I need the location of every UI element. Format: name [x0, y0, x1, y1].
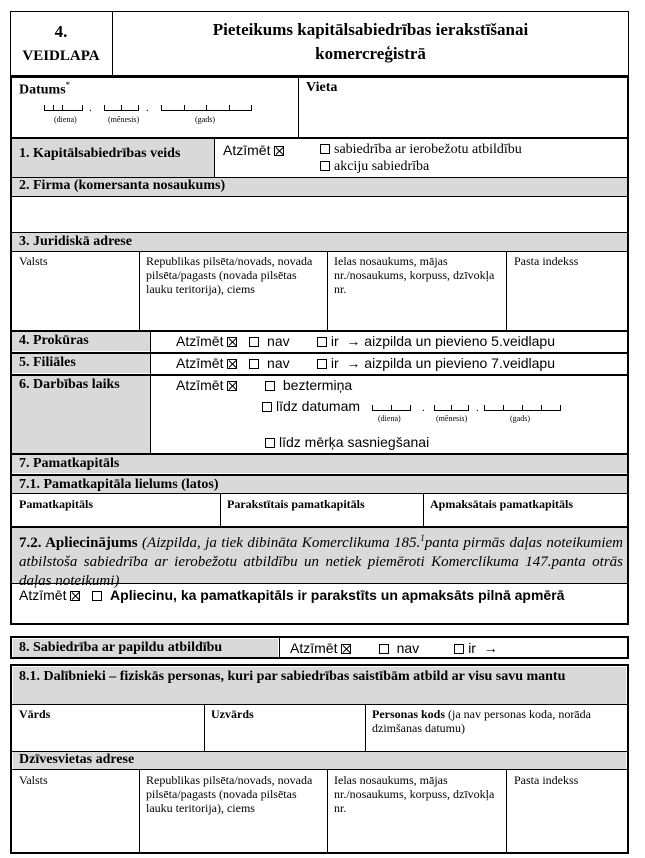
capital-size-label: 7.1. Pamatkapitāla lielums (latos) — [19, 477, 219, 492]
checkbox-ir[interactable] — [454, 644, 464, 654]
checkbox-nav[interactable] — [379, 644, 389, 654]
checked-icon — [70, 591, 80, 601]
duration-until-date[interactable]: līdz datumam — [262, 398, 360, 414]
checkbox-icon[interactable] — [320, 144, 330, 154]
firm-name-label: 2. Firma (komersanta nosaukums) — [19, 178, 226, 193]
capital-col-total: Pamatkapitāls — [19, 497, 94, 511]
member-name-label: Vārds — [19, 707, 51, 721]
legal-address-label: 3. Juridiskā adrese — [19, 234, 132, 249]
company-type-label: 1. Kapitālsabiedrības veids — [19, 146, 181, 161]
residence-country-label: Valsts — [19, 773, 48, 787]
attestation-confirm[interactable]: Atzīmēt Apliecinu, ka pamatkapitāls ir parakstīts un apmaksāts pilnā apmērā — [19, 587, 565, 603]
date-month-caption: (mēnesis) — [108, 115, 140, 124]
residence-label: Dzīvesvietas adrese — [19, 752, 135, 767]
duration-day-caption: (diena) — [378, 414, 401, 423]
checkbox-ir[interactable] — [317, 359, 327, 369]
residence-postal-label: Pasta indekss — [514, 773, 579, 787]
checked-icon — [227, 381, 237, 391]
branches-options: Atzīmēt nav ir → aizpilda un pievieno 7.veidlapu — [176, 355, 555, 371]
date-year-caption: (gads) — [195, 115, 215, 124]
firm-name-input[interactable] — [12, 197, 627, 232]
checkbox-nav[interactable] — [249, 337, 259, 347]
duration-year-caption: (gads) — [510, 414, 530, 423]
place-label: Vieta — [306, 80, 338, 95]
checkbox-icon[interactable] — [265, 381, 275, 391]
address-postal-label: Pasta indekss — [514, 254, 579, 268]
company-type-mark: Atzīmēt — [223, 142, 288, 158]
form-title-line2: komercreģistrā — [315, 44, 426, 63]
procuration-label: 4. Prokūras — [19, 333, 89, 348]
duration-label: 6. Darbības laiks — [19, 377, 120, 392]
date-label: Datums* — [19, 80, 71, 98]
capital-col-paid: Apmaksātais pamatkapitāls — [430, 497, 574, 511]
duration-month-caption: (mēnesis) — [436, 414, 468, 423]
checked-icon — [341, 644, 351, 654]
checked-icon — [227, 359, 237, 369]
option-sia[interactable]: sabiedrība ar ierobežotu atbildību — [320, 142, 522, 158]
member-code-label: Personas kods (ja nav personas koda, norāda dzimšanas datumu) — [372, 707, 591, 735]
checkbox-icon[interactable] — [320, 161, 330, 171]
duration-mark: Atzīmēt — [176, 377, 241, 393]
form-title-line1: Pieteikums kapitālsabiedrības ierakstīšanai — [212, 20, 529, 39]
checked-icon — [227, 337, 237, 347]
address-country-label: Valsts — [19, 254, 48, 268]
residence-city-label: Republikas pilsēta/novads, novada pilsēta/pagasts (novada pilsētas lauku teritorija), ciems — [146, 773, 313, 815]
place-input[interactable] — [299, 98, 627, 136]
checkbox-ir[interactable] — [317, 337, 327, 347]
attestation-text: 7.2. Apliecinājums (Aizpilda, ja tiek dibināta Komerclikuma 185.$^1$panta pirmās daļas noteikumiem atbilstoša sabiedrība ar ierobežotu atbildību un netiek piemēroti Komerclikuma 147.panta otrās daļas noteikumi) — [19, 533, 624, 589]
duration-indefinite[interactable]: beztermiņa — [265, 377, 352, 393]
capital-label: 7. Pamatkapitāls — [19, 456, 120, 471]
capital-col-subscribed: Parakstītais pamatkapitāls — [227, 497, 365, 511]
date-input[interactable]: . . (diena) (mēnesis) (gads) — [44, 100, 260, 128]
additional-liability-options: Atzīmēt nav ir → — [290, 640, 498, 656]
checkbox-icon[interactable] — [265, 438, 275, 448]
date-day-caption: (diena) — [54, 115, 77, 124]
checkbox-icon[interactable] — [92, 591, 102, 601]
address-city-label: Republikas pilsēta/novads, novada pilsēta/pagasts (novada pilsētas lauku teritorija), ciems — [146, 254, 313, 296]
form-label: VEIDLAPA — [22, 48, 100, 64]
residence-street-label: Ielas nosaukums, mājas nr./nosaukums, korpuss, dzīvokļa nr. — [334, 773, 495, 815]
branches-label: 5. Filiāles — [19, 355, 76, 370]
option-as[interactable]: akciju sabiedrība — [320, 159, 429, 175]
procuration-options: Atzīmēt nav ir → aizpilda un pievieno 5.veidlapu — [176, 333, 555, 349]
form-number: 4. — [54, 22, 68, 41]
members-label: 8.1. Dalībnieki – fiziskās personas, kuri par sabiedrības saistībām atbild ar visu savu mantu — [19, 669, 566, 684]
duration-date-input[interactable]: . . (diena) (mēnesis) (gads) — [372, 400, 562, 428]
member-surname-label: Uzvārds — [211, 707, 254, 721]
address-street-label: Ielas nosaukums, mājas nr./nosaukums, korpuss, dzīvokļa nr. — [334, 254, 495, 296]
checkbox-icon[interactable] — [262, 402, 272, 412]
duration-until-goal[interactable]: līdz mērķa sasniegšanai — [265, 434, 429, 450]
additional-liability-label: 8. Sabiedrība ar papildu atbildību — [19, 640, 223, 655]
checked-icon — [274, 146, 284, 156]
checkbox-nav[interactable] — [249, 359, 259, 369]
